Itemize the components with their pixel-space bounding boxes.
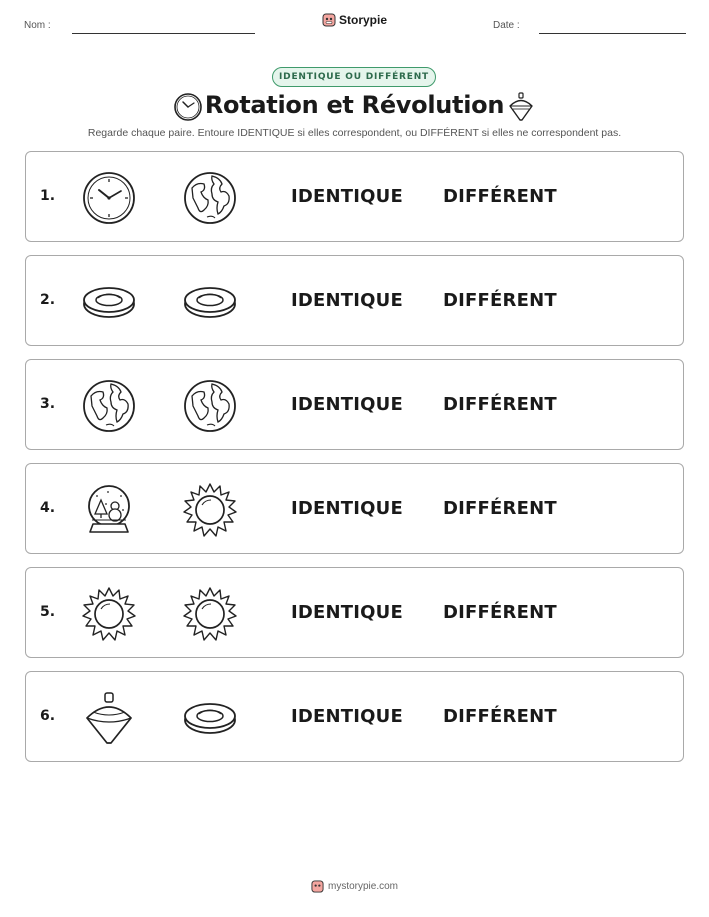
identique-option[interactable]: IDENTIQUE <box>291 498 403 519</box>
identique-option[interactable]: IDENTIQUE <box>291 394 403 415</box>
question-number: 2. <box>40 292 56 308</box>
date-field[interactable] <box>539 33 686 34</box>
storypie-mascot-icon <box>311 880 324 893</box>
globe-icon <box>81 378 137 434</box>
globe-icon <box>182 378 238 434</box>
sun-icon <box>81 586 137 642</box>
different-option[interactable]: DIFFÉRENT <box>443 498 557 519</box>
spinning-top-icon <box>81 690 137 746</box>
name-field[interactable] <box>72 33 255 34</box>
brand-logo <box>322 13 387 27</box>
question-card <box>25 151 684 242</box>
sun-icon <box>182 482 238 538</box>
worksheet-type-badge: IDENTIQUE OU DIFFÉRENT <box>272 67 436 87</box>
question-card <box>25 463 684 554</box>
different-option[interactable]: DIFFÉRENT <box>443 394 557 415</box>
different-option[interactable]: DIFFÉRENT <box>443 186 557 207</box>
question-number: 5. <box>40 604 56 620</box>
ring-icon <box>81 274 137 330</box>
identique-option[interactable]: IDENTIQUE <box>291 186 403 207</box>
question-card <box>25 255 684 346</box>
name-label: Nom : <box>24 20 51 31</box>
different-option[interactable]: DIFFÉRENT <box>443 290 557 311</box>
question-card <box>25 671 684 762</box>
globe-icon <box>182 170 238 226</box>
different-option[interactable]: DIFFÉRENT <box>443 602 557 623</box>
question-number: 1. <box>40 188 56 204</box>
question-card <box>25 359 684 450</box>
storypie-mascot-icon <box>322 13 336 27</box>
date-label: Date : <box>493 20 520 31</box>
identique-option[interactable]: IDENTIQUE <box>291 602 403 623</box>
sun-icon <box>182 586 238 642</box>
snow-globe-icon <box>81 482 137 538</box>
question-number: 6. <box>40 708 56 724</box>
clock-icon <box>81 170 137 226</box>
ring-icon <box>182 274 238 330</box>
footer <box>0 880 709 893</box>
question-number: 4. <box>40 500 56 516</box>
different-option[interactable]: DIFFÉRENT <box>443 706 557 727</box>
brand-name: Storypie <box>339 13 388 27</box>
question-card <box>25 567 684 658</box>
question-number: 3. <box>40 396 56 412</box>
instructions: Regarde chaque paire. Entoure IDENTIQUE si elles correspondent, ou DIFFÉRENT si elles ne correspondent pas. <box>87 127 622 139</box>
identique-option[interactable]: IDENTIQUE <box>291 706 403 727</box>
page-title: Rotation et Révolution <box>204 91 505 119</box>
spinning-top-icon <box>505 91 537 123</box>
identique-option[interactable]: IDENTIQUE <box>291 290 403 311</box>
footer-site: mystorypie.com <box>327 881 398 892</box>
ring-icon <box>182 690 238 746</box>
